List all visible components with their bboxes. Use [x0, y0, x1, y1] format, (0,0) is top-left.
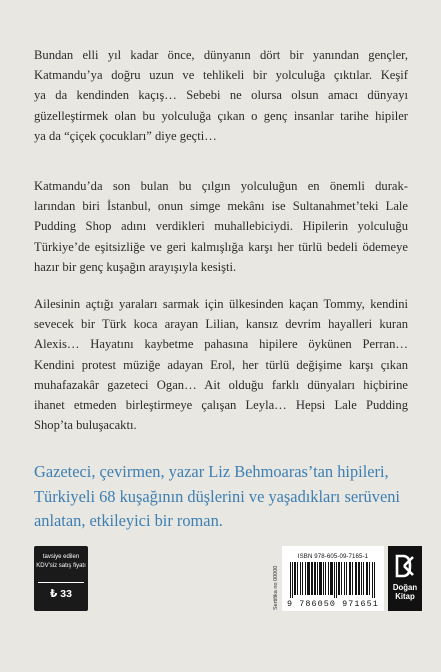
barcode-bar: [363, 562, 364, 595]
dk-monogram-icon: [395, 554, 415, 578]
barcode-bar: [307, 562, 310, 595]
certificate-code: [273, 552, 281, 610]
publisher-name-line-1: Doğan: [392, 583, 418, 592]
barcode-bar: [369, 562, 370, 595]
price-value: ₺ 33: [50, 588, 72, 600]
barcode-bar: [338, 562, 340, 595]
barcode-digits: 9 786050 971651: [287, 599, 379, 609]
blurb-line: Türkiyeli 68 kuşağının düşlerini ve yaşadıkları serüveni: [34, 486, 400, 506]
text-line: ya da kendinden kaçış… Sebebi ne olursa olsun amacı dünyayı: [34, 88, 408, 103]
barcode-bar: [305, 562, 306, 595]
barcode-bars: [288, 562, 378, 598]
text-line: hazır bir genç kuşağın arayışıyla kesişti.: [34, 259, 237, 274]
isbn-text: ISBN 978-605-09-7165-1: [297, 553, 369, 560]
text-line: Katmandu’da son bulan bu çılgın yolculuğun en önemli durak-: [34, 179, 408, 193]
barcode-bar: [346, 562, 347, 595]
barcode-bar: [336, 562, 337, 598]
promotional-blurb: [34, 460, 414, 534]
text-line: muhafazakâr gazeteci Ogan… Ait olduğu farklı dünyaları hiçbirine: [34, 377, 408, 392]
synopsis-paragraph-3: [34, 294, 408, 435]
barcode-bar: [311, 562, 313, 595]
barcode-bar: [314, 562, 316, 595]
barcode-bar: [341, 562, 342, 595]
price-box: [34, 546, 88, 611]
synopsis-paragraph-1: [34, 45, 408, 146]
text-line: ihanet etmeden birleştirmeye çalışan Leyla… Hepsi Lale Pudding: [34, 398, 408, 413]
barcode-bar: [366, 562, 368, 595]
barcode-bar: [328, 562, 329, 595]
barcode-bar: [292, 562, 293, 598]
barcode-bar: [334, 562, 335, 598]
barcode-bar: [297, 562, 298, 595]
text-line: sevecek bir Türk koca arayan Lilian, kansız devrim hayalleri kuran: [34, 317, 408, 332]
text-line: Bundan elli yıl kadar önce, dünyanın dört bir yanından gençler,: [34, 48, 408, 62]
price-note: tavsiye edilen KDV'siz satış fiyatı: [36, 554, 86, 569]
text-line: Pudding Shop adını verdikleri muhallebiciydi. Hipilerin yolculuğu: [34, 219, 408, 234]
barcode-bar: [290, 562, 291, 598]
blurb-line: anlatan, etkileyici bir roman.: [34, 511, 223, 530]
text-line: larından biri İstanbul, onun simge mekânı ise Sultanahmet’teki Lale: [34, 199, 408, 214]
text-line: Türkiye’de eşitsizliğe ve geri kalmışlığa karşı her türlü bedeli ödemeye: [34, 239, 408, 254]
barcode-bar: [317, 562, 318, 595]
barcode-bar: [300, 562, 301, 595]
publisher-logo: [388, 546, 422, 611]
text-line: Katmandu’ya doğru uzun ve tehlikeli bir yolculuğa çıktılar. Keşif: [34, 68, 408, 83]
barcode-bar: [372, 562, 373, 598]
barcode-bar: [358, 562, 360, 595]
blurb-line: Gazeteci, çevirmen, yazar Liz Behmoaras’tan hipileri,: [34, 462, 389, 481]
barcode: [282, 546, 384, 611]
publisher-name: [388, 583, 422, 601]
text-line: güzelleştirmek olan bu yolculuğa çıkan o genç insanlar tarihe hipiler: [34, 108, 408, 123]
text-line: Kendini protest müziğe adayan Erol, her türlü değişime karşı çıkan: [34, 357, 408, 372]
price-divider: [38, 582, 84, 583]
barcode-bar: [302, 562, 303, 595]
barcode-bar: [325, 562, 326, 595]
text-line: Ailesinin açtığı yaraları sarmak için ülkesinden kaçan Tommy, kendini: [34, 297, 408, 311]
barcode-bar: [361, 562, 362, 595]
barcode-bar: [374, 562, 375, 598]
text-line: Shop’ta buluşacaktı.: [34, 418, 137, 433]
publisher-name-line-2: Kitap: [395, 592, 415, 601]
barcode-bar: [319, 562, 322, 595]
barcode-bar: [344, 562, 345, 595]
barcode-bar: [330, 562, 333, 595]
barcode-bar: [349, 562, 351, 595]
certificate-code-text: Sertifika no 00000: [273, 565, 279, 610]
synopsis-paragraph-2: [34, 176, 408, 277]
barcode-bar: [323, 562, 324, 595]
text-line: Alexis… Hayatını kaybetme pahasına hipilere öykünen Perran…: [34, 337, 408, 352]
barcode-bar: [352, 562, 353, 595]
text-line: ya da “çiçek çocukları” diye geçti…: [34, 128, 217, 143]
barcode-bar: [294, 562, 296, 595]
barcode-bar: [355, 562, 357, 595]
